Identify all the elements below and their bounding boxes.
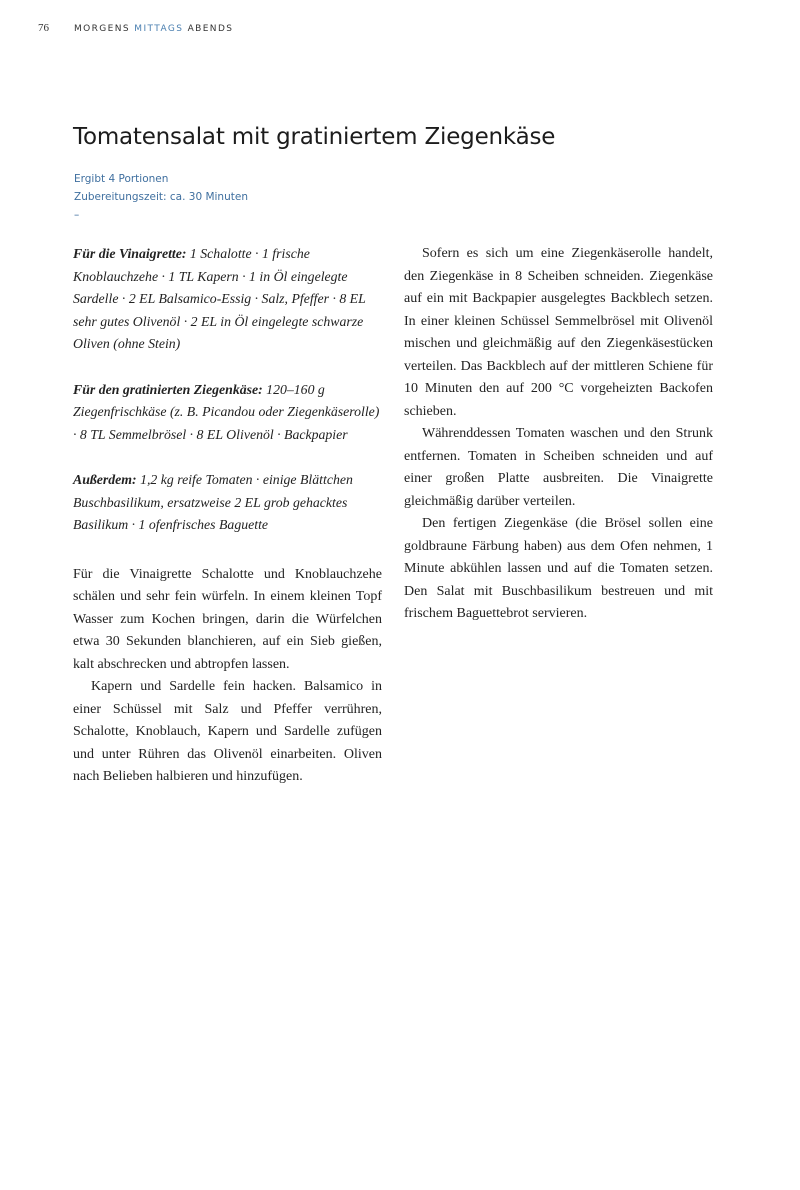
right-column [404, 243, 713, 626]
ingredient-list: 1 Schalotte · 1 frische Knoblauchzehe · 1 TL Kapern · 1 in Öl eingelegte Sardelle · 2 EL Balsamico-Essig · Salz, Pfeffer · 8 EL sehr gutes Olivenöl · 2 EL in Öl eingelegte schwarze Oliven (ohne Stein) [73, 246, 366, 351]
ingredient-heading: Außerdem: [73, 472, 137, 487]
ingredient-heading: Für die Vinaigrette: [73, 246, 187, 261]
section-mittags: MITTAGS [134, 24, 184, 34]
ingredient-heading: Für den gratinierten Ziegenkäse: [73, 381, 263, 397]
instruction-paragraph: Sofern es sich um eine Ziegenkäserolle handelt, den Ziegenkäse in 8 Scheiben schneiden. Ziegenkäse auf ein mit Backpapier ausgelegtes Backblech setzen. In einer kleinen Schüssel Semmelbrösel mit Olivenöl mischen und gleichmäßig auf den Ziegenkäsestücken verteilen. Das Backblech auf der mittleren Schiene für 10 Minuten den auf 200 °C vorgeheizten Backofen schieben. [404, 246, 713, 419]
recipe-meta [74, 170, 248, 224]
instruction-paragraph: Für die Vinaigrette Schalotte und Knoblauchzehe schälen und sehr fein würfeln. In einem kleinen Topf Wasser zum Kochen bringen, darin die Würfelchen etwa 30 Sekunden blanchieren, auf ein Sieb gießen, kalt abschrecken und abtropfen lassen. [73, 566, 382, 672]
ingredient-list: 1,2 kg reife Tomaten · einige Blättchen Buschbasilikum, ersatzweise 2 EL grob gehacktes Basilikum · 1 ofenfrisches Baguette [73, 472, 353, 532]
ingredient-list: 120–160 g Ziegenfrischkäse (z. B. Picandou oder Ziegenkäserolle) · 8 TL Semmelbrösel · 8 EL Olivenöl · Backpapier [73, 381, 380, 442]
running-head [74, 24, 233, 34]
ingredients-ausserdem [73, 469, 382, 537]
ingredients-ziegenkaese [73, 379, 382, 447]
left-column [73, 243, 382, 789]
meta-separator: – [74, 209, 80, 221]
instruction-paragraph: Währenddessen Tomaten waschen und den Strunk entfernen. Tomaten in Scheiben schneiden und auf einer großen Platte ausbreiten. Die Vinaigrette gleichmäßig darüber verteilen. [404, 426, 713, 509]
page-number: 76 [38, 22, 49, 34]
recipe-title: Tomatensalat mit gratiniertem Ziegenkäse [73, 124, 556, 150]
servings: Ergibt 4 Portionen [74, 173, 169, 185]
instruction-paragraph: Den fertigen Ziegenkäse (die Brösel sollen eine goldbraune Färbung haben) aus dem Ofen nehmen, 1 Minute abkühlen lassen und auf die Tomaten setzen. Den Salat mit Buschbasilikum bestreuen und mit frischem Baguettebrot servieren. [404, 516, 713, 621]
prep-time: Zubereitungszeit: ca. 30 Minuten [74, 191, 248, 203]
ingredients-vinaigrette [73, 243, 382, 356]
instruction-paragraph: Kapern und Sardelle fein hacken. Balsamico in einer Schüssel mit Salz und Pfeffer verrühren, Schalotte, Knoblauch, Kapern und Sardelle zufügen und unter Rühren das Olivenöl einarbeiten. Oliven nach Belieben halbieren und hinzufügen. [73, 679, 382, 784]
section-abends: ABENDS [187, 24, 234, 34]
section-morgens: MORGENS [74, 24, 131, 34]
